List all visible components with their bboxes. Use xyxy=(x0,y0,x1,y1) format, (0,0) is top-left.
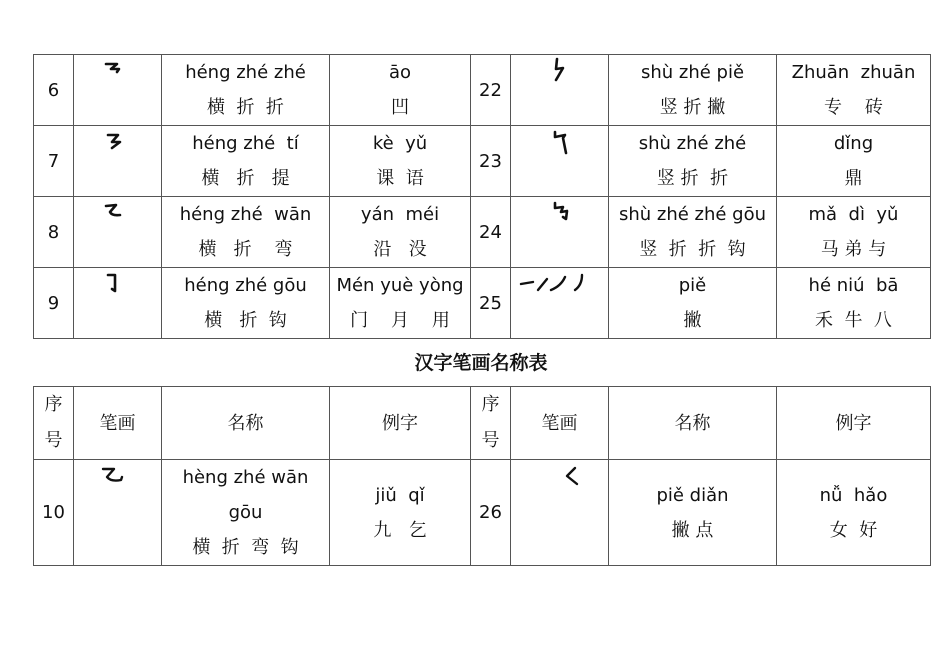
row-number: 22 xyxy=(471,55,511,126)
header-example: 例字 xyxy=(777,387,931,460)
example-hanzi: 凹 xyxy=(391,97,409,118)
example-hanzi: 专 砖 xyxy=(824,97,883,118)
stroke-name-cell xyxy=(609,268,777,339)
example-hanzi: 女 好 xyxy=(829,519,878,541)
stroke-name-cell xyxy=(609,55,777,126)
stroke-name-hanzi: 横 折 钩 xyxy=(204,310,287,331)
header-row xyxy=(34,387,931,460)
stroke-name-hanzi: 横 折 提 xyxy=(201,168,290,189)
stroke-name-pinyin: héng zhé zhé xyxy=(185,62,306,83)
stroke-name-hanzi: 竖 折 折 钩 xyxy=(639,239,746,260)
example-hanzi: 课 语 xyxy=(376,168,424,189)
stroke-table-bottom xyxy=(33,386,931,566)
table-row xyxy=(34,268,931,339)
example-pinyin: mǎ dì yǔ xyxy=(808,204,899,225)
example-pinyin: jiǔ qǐ xyxy=(375,484,425,506)
row-number: 10 xyxy=(34,460,74,566)
heng-zhe-ti-stroke-icon xyxy=(74,126,162,197)
shu-zhe-zhe-stroke-icon xyxy=(511,126,609,197)
stroke-name-cell xyxy=(162,126,330,197)
example-cell xyxy=(330,55,471,126)
example-pinyin: āo xyxy=(388,62,412,83)
stroke-name-hanzi: 横 折 弯 钩 xyxy=(192,537,299,558)
header-seq xyxy=(471,387,511,460)
example-cell xyxy=(330,197,471,268)
example-cell xyxy=(777,460,931,566)
header-seq-top: 序 xyxy=(481,394,500,415)
example-hanzi: 鼎 xyxy=(844,168,863,189)
stroke-name-hanzi: 撇 xyxy=(683,310,702,331)
row-number: 26 xyxy=(471,460,511,566)
header-name: 名称 xyxy=(162,387,330,460)
example-hanzi: 沿 没 xyxy=(373,239,427,260)
example-cell xyxy=(330,460,471,566)
heng-zhe-wan-stroke-icon xyxy=(74,197,162,268)
stroke-name-cell xyxy=(162,268,330,339)
stroke-table-top xyxy=(33,54,931,339)
shu-zhe-zhe-gou-stroke-icon xyxy=(511,197,609,268)
stroke-name-pinyin: shù zhé piě xyxy=(640,62,745,83)
example-hanzi: 禾 牛 八 xyxy=(815,310,892,331)
stroke-name-pinyin: héng zhé gōu xyxy=(184,275,307,296)
stroke-name-hanzi: 横 折 折 xyxy=(207,97,284,118)
heng-zhe-zhe-stroke-icon xyxy=(74,55,162,126)
example-hanzi: 马 弟 与 xyxy=(820,239,887,260)
stroke-name-hanzi: 竖 折 折 xyxy=(656,168,729,189)
example-cell xyxy=(777,55,931,126)
header-seq xyxy=(34,387,74,460)
row-number: 6 xyxy=(34,55,74,126)
example-pinyin: dǐng xyxy=(833,133,874,154)
stroke-name-pinyin-cont: gōu xyxy=(228,502,263,523)
header-seq-top: 序 xyxy=(44,394,63,415)
header-stroke: 笔画 xyxy=(74,387,162,460)
stroke-name-cell xyxy=(162,460,330,566)
example-cell xyxy=(330,268,471,339)
stroke-name-cell xyxy=(162,197,330,268)
row-number: 23 xyxy=(471,126,511,197)
example-hanzi: 九 乞 xyxy=(373,519,427,541)
table-row xyxy=(34,126,931,197)
row-number: 7 xyxy=(34,126,74,197)
example-pinyin: Mén yuè yòng xyxy=(336,275,464,296)
example-pinyin: kè yǔ xyxy=(372,133,428,154)
stroke-name-pinyin: hèng zhé wān xyxy=(182,467,309,488)
pie-dian-stroke-icon xyxy=(511,460,609,566)
example-pinyin: nǚ hǎo xyxy=(819,484,888,506)
table-row xyxy=(34,55,931,126)
section-title: 汉字笔画名称表 xyxy=(414,352,548,374)
stroke-name-pinyin: shù zhé zhé xyxy=(638,133,747,154)
header-name: 名称 xyxy=(609,387,777,460)
stroke-name-pinyin: piě diǎn xyxy=(656,484,729,506)
heng-zhe-wan-gou-stroke-icon xyxy=(74,460,162,566)
stroke-name-cell xyxy=(609,197,777,268)
header-stroke: 笔画 xyxy=(511,387,609,460)
table-row xyxy=(34,197,931,268)
example-pinyin: Zhuān zhuān xyxy=(791,62,916,83)
example-cell xyxy=(777,197,931,268)
stroke-name-cell xyxy=(609,460,777,566)
example-hanzi: 门 月 用 xyxy=(350,310,450,331)
table-row xyxy=(34,460,931,566)
stroke-name-pinyin: piě xyxy=(678,275,707,296)
stroke-name-cell xyxy=(162,55,330,126)
shu-zhe-pie-stroke-icon xyxy=(511,55,609,126)
stroke-name-hanzi: 横 折 弯 xyxy=(198,239,293,260)
heng-zhe-gou-stroke-icon xyxy=(74,268,162,339)
row-number: 25 xyxy=(471,268,511,339)
example-cell xyxy=(330,126,471,197)
stroke-name-cell xyxy=(609,126,777,197)
example-pinyin: hé niú bā xyxy=(808,275,899,296)
row-number: 9 xyxy=(34,268,74,339)
stroke-name-pinyin: héng zhé wān xyxy=(179,204,312,225)
stroke-name-hanzi: 撇 点 xyxy=(671,519,714,541)
pie-strokes-icon xyxy=(511,268,609,339)
stroke-name-hanzi: 竖 折 撇 xyxy=(659,97,726,118)
header-example: 例字 xyxy=(330,387,471,460)
example-pinyin: yán méi xyxy=(360,204,440,225)
example-cell xyxy=(777,126,931,197)
header-seq-bottom: 号 xyxy=(481,430,500,451)
example-cell xyxy=(777,268,931,339)
row-number: 24 xyxy=(471,197,511,268)
row-number: 8 xyxy=(34,197,74,268)
header-seq-bottom: 号 xyxy=(44,430,63,451)
stroke-name-pinyin: shù zhé zhé gōu xyxy=(618,204,767,225)
stroke-name-pinyin: héng zhé tí xyxy=(192,133,299,154)
